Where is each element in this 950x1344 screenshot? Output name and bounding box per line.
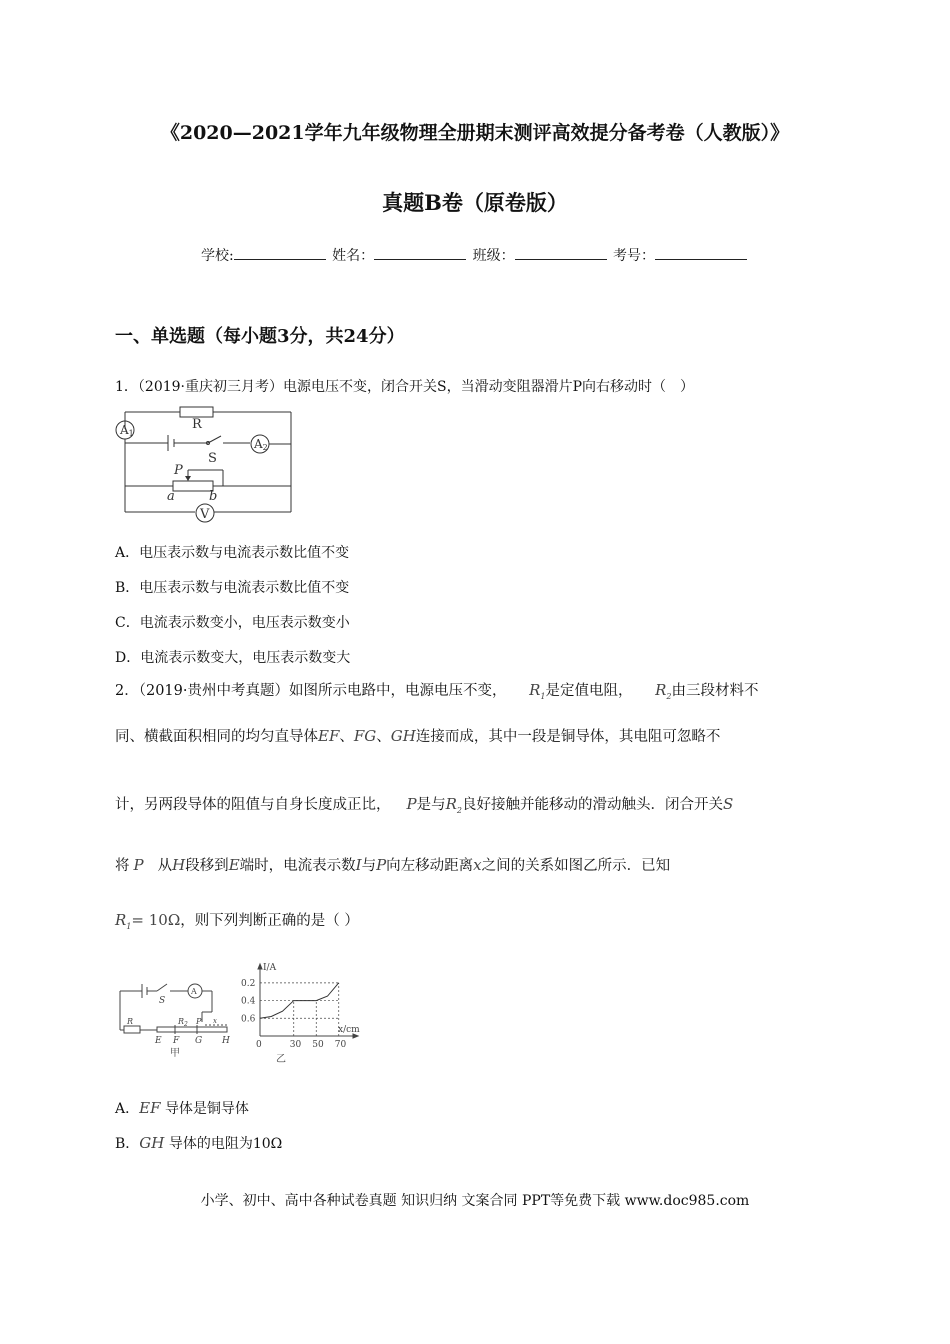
question-2-circuit-diagram <box>112 975 242 1060</box>
y-tick-label: 0.2 <box>241 978 256 989</box>
question-1-option-b[interactable]: B．电压表示数与电流表示数比值不变 <box>115 580 350 596</box>
question-1-option-d[interactable]: D．电流表示数变大，电压表示数变大 <box>115 650 351 666</box>
question-2-line-2: 同、横截面积相同的均匀直导体EF、FG、GH连接而成，其中一段是铜导体，其电阻可忽略不 <box>115 727 721 745</box>
slider-arrow-icon <box>185 476 191 481</box>
footer-text: 小学、初中、高中各种试卷真题 知识归纳 文案合同 PPT等免费下载 www.doc985.com <box>200 1193 750 1209</box>
question-2-line-4: 将 P 从H段移到E端时，电流表示数I与P向左移动距离x之间的关系如图乙所示．已知 <box>115 856 671 874</box>
label-F: F <box>173 1036 180 1046</box>
school-label: 学校: <box>200 248 234 264</box>
y-axis-label: I/A <box>263 963 277 973</box>
question-1-option-a[interactable]: A．电压表示数与电流表示数比值不变 <box>115 545 350 561</box>
switch-S <box>208 436 221 443</box>
label-A2: A2 <box>254 437 268 452</box>
question-2-line-1: 2．（2019·贵州中考真题）如图所示电路中，电源电压不变， $R_1$是定值电阻， $R_2$由三段材料不 <box>115 681 759 701</box>
x-tick-label: 70 <box>334 1040 347 1050</box>
label-G: G <box>195 1036 203 1046</box>
symbol-R1-equation: $R_1= 10\Omega$ <box>115 911 181 931</box>
question-2-chart <box>240 958 365 1068</box>
class-blank[interactable] <box>515 245 607 260</box>
school-blank[interactable] <box>234 245 326 260</box>
class-label: 班级： <box>472 248 515 264</box>
question-2-line-5: $R_1= 10\Omega$，则下列判断正确的是（ ） <box>115 911 359 931</box>
label-S: S <box>159 996 166 1006</box>
symbol-R2: $R_2$ <box>655 681 672 701</box>
resistor-R <box>180 407 213 417</box>
question-1-option-c[interactable]: C．电流表示数变小，电压表示数变小 <box>115 615 350 631</box>
section-title: 一、单选题（每小题3分，共24分） <box>115 326 405 347</box>
x-axis-label: x/cm <box>338 1025 360 1035</box>
symbol-R1: $R_1$ <box>529 681 546 701</box>
x-tick-label: 0 <box>256 1040 262 1050</box>
exam-number-label: 考号： <box>613 248 656 264</box>
resistor-R2 <box>157 1027 227 1032</box>
resistor-R1 <box>124 1026 140 1033</box>
label-R: R <box>192 417 202 432</box>
exam-number-blank[interactable] <box>655 245 747 260</box>
document-title: 《2020—2021学年九年级物理全册期末测评高效提分备考卷（人教版）》 <box>160 122 790 144</box>
y-axis-arrow-icon <box>258 964 262 969</box>
document-subtitle: 真题B卷（原卷版） <box>382 190 568 215</box>
question-1-stem: 1．（2019·重庆初三月考）电源电压不变，闭合开关S，当滑动变阻器滑片P向右移动时（ ） <box>115 379 694 395</box>
caption-yi: 乙 <box>276 1054 286 1065</box>
label-E: E <box>155 1036 162 1046</box>
label-R: R <box>127 1017 134 1026</box>
rheostat <box>173 481 213 491</box>
question-2-line-3: 计，另两段导体的阻值与自身长度成正比， P是与$R_2$良好接触并能移动的滑动触头．闭合开关S <box>115 795 734 815</box>
switch-S <box>157 984 167 991</box>
y-tick-label: 0.4 <box>241 996 256 1007</box>
name-blank[interactable] <box>374 245 466 260</box>
label-A: A <box>191 987 197 996</box>
caption-jia: 甲 <box>170 1048 180 1059</box>
label-x: x <box>213 1017 217 1025</box>
chart-series-line <box>260 983 339 1018</box>
label-P: P <box>196 1017 202 1026</box>
label-V: V <box>200 507 210 522</box>
question-2-option-b[interactable]: B．GH 导体的电阻为10Ω <box>115 1134 283 1152</box>
label-S: S <box>208 451 217 466</box>
label-A1: A1 <box>120 423 134 438</box>
y-tick-label: 0.6 <box>241 1014 256 1025</box>
label-b: b <box>209 489 218 504</box>
label-a: a <box>167 489 175 504</box>
label-H: H <box>222 1036 230 1046</box>
label-R2: $R_2$ <box>178 1017 188 1028</box>
label-P: P <box>174 463 183 478</box>
name-label: 姓名： <box>332 248 375 264</box>
question-2-option-a[interactable]: A．EF 导体是铜导体 <box>115 1099 249 1117</box>
x-tick-label: 50 <box>312 1040 324 1050</box>
question-1-circuit-diagram <box>113 402 298 527</box>
student-info-fields <box>0 245 950 265</box>
x-tick-label: 30 <box>289 1040 302 1050</box>
